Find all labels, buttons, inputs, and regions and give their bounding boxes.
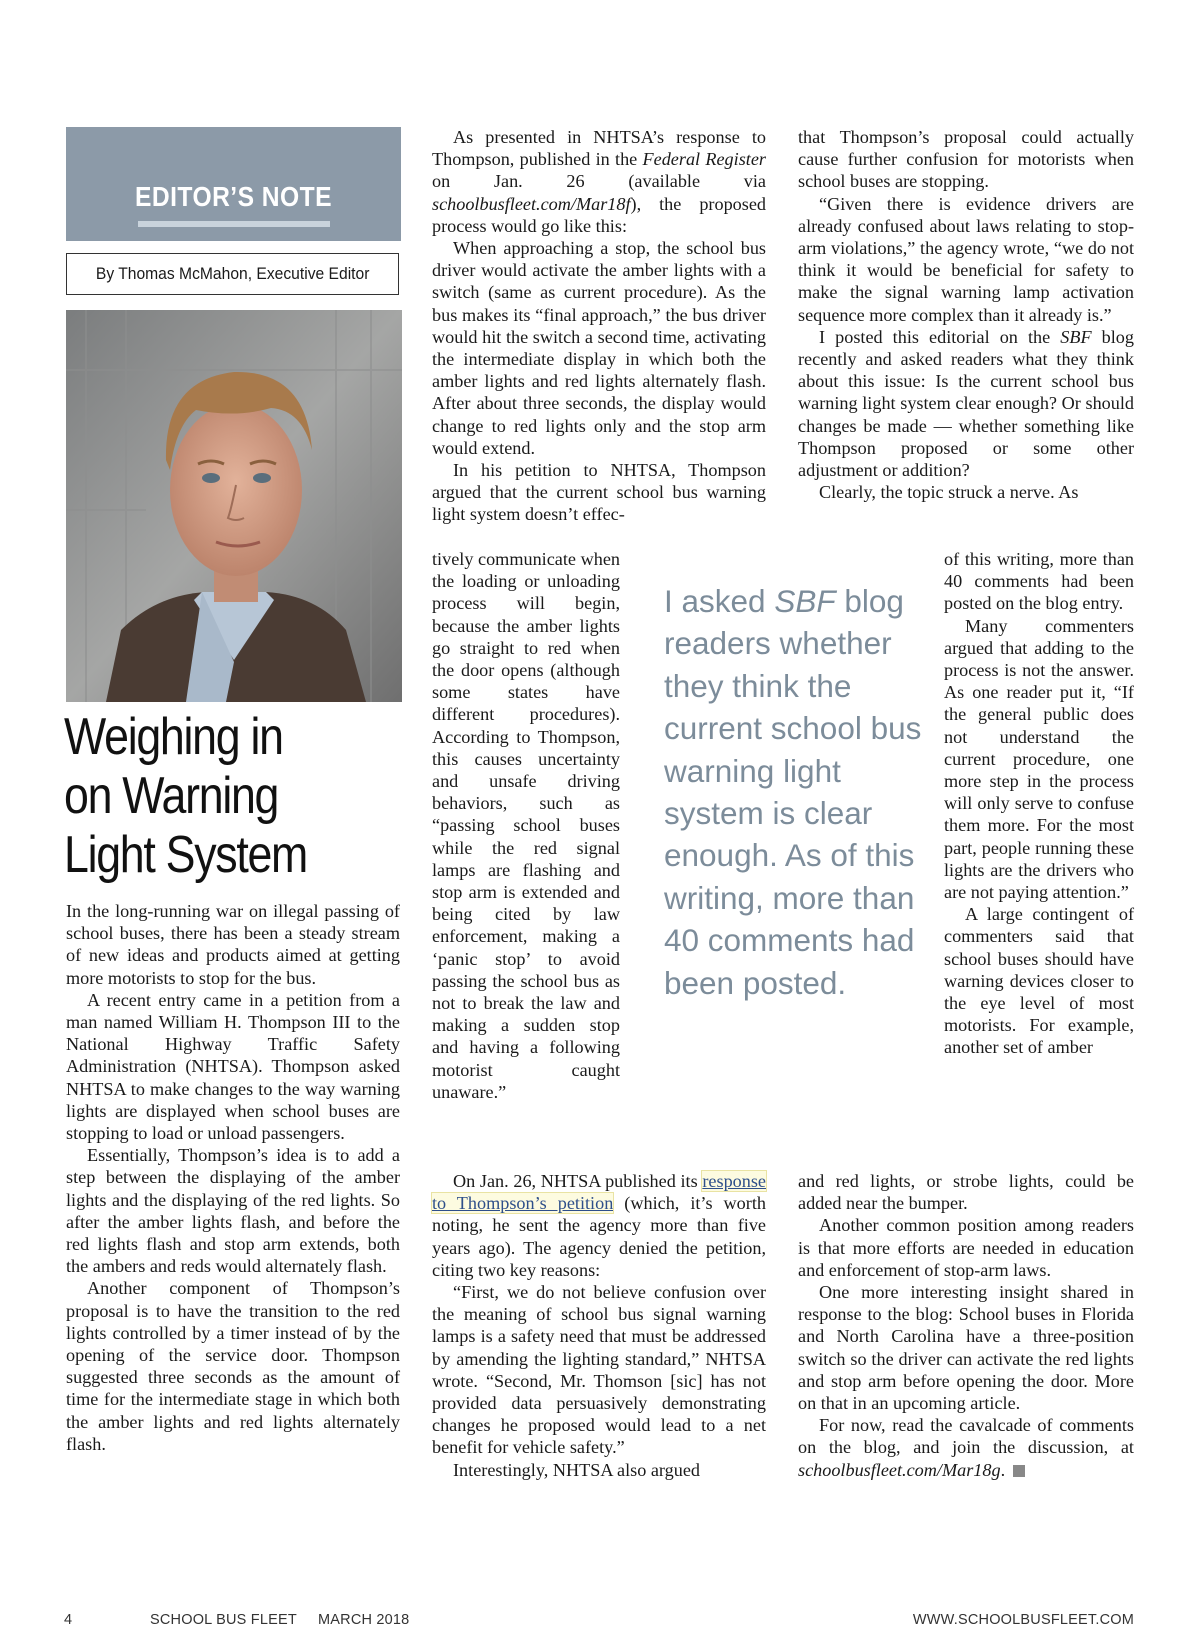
publication-name: SBF xyxy=(1060,326,1092,347)
text-run: ), the proposed process would go like this: xyxy=(432,193,766,236)
pull-quote xyxy=(664,580,924,1004)
body-paragraph: “Given there is evidence drivers are already confused about laws relating to stop-arm violations,” the agency wrote, “we do not think it would be beneficial for safety to make the signal warning lamp activation sequence more complex than it already is.” xyxy=(798,193,1134,325)
text-run: As presented in NHTSA’s response to Thompson, published in the xyxy=(432,127,766,170)
body-column-right-top xyxy=(798,126,1134,503)
author-photo xyxy=(66,310,402,702)
publication-name: Federal Register xyxy=(642,149,766,170)
url-reference: schoolbusfleet.com/Mar18g xyxy=(798,1459,1001,1480)
article-headline xyxy=(64,708,404,885)
body-paragraph: Another component of Thompson’s proposal is to have the transition to the red lights controlled by a timer instead of by the opening of the service door. Thompson suggested three seconds as the amount of time for the intermediate stage in which both the amber lights and red lights alternately flash. xyxy=(66,1278,400,1454)
body-paragraph xyxy=(798,1414,1134,1481)
end-mark-icon xyxy=(1013,1465,1025,1477)
text-run: (which, it’s worth noting, he sent the agency more than five years ago). The agency denied the petition, citing two key reasons: xyxy=(432,1193,766,1280)
body-paragraph xyxy=(432,126,766,237)
body-paragraph: “First, we do not believe confusion over the meaning of school bus signal warning lamps is a safety need that must be addressed by amending the lighting standard,” NHTSA wrote. “Second, Mr. Thomson [sic] has not provided data persuasively demonstrating changes he proposed would lead to a net benefit for vehicle safety.” xyxy=(432,1282,766,1458)
text-run: On Jan. 26, NHTSA published its xyxy=(453,1171,703,1191)
body-paragraph: A large contingent of commenters said that school buses should have warning devices closer to the eye level of most motorists. For example, another set of amber xyxy=(944,904,1134,1058)
body-paragraph: and red lights, or strobe lights, could be added near the bumper. xyxy=(798,1171,1134,1214)
editors-note-title: EDITOR’S NOTE xyxy=(135,181,332,212)
text-run: on Jan. 26 (available via xyxy=(432,171,766,192)
pull-quote-emphasis: SBF xyxy=(774,583,836,619)
body-column-right-bottom xyxy=(798,1170,1134,1481)
body-paragraph: In his petition to NHTSA, Thompson argued that the current school bus warning light system doesn’t effec- xyxy=(432,460,766,525)
body-paragraph: Another common position among readers is that more efforts are needed in education and enforcement of stop-arm laws. xyxy=(798,1215,1134,1280)
body-paragraph xyxy=(432,1170,766,1281)
pull-quote-text: blog readers whether they think the current school bus warning light system is clear enough. As of this writing, more than 40 comments had been posted. xyxy=(664,583,922,1001)
body-column-left xyxy=(66,900,400,1455)
byline xyxy=(66,253,399,295)
url-reference: schoolbusfleet.com/Mar18f xyxy=(432,193,631,214)
body-paragraph: In the long-running war on illegal passing of school buses, there has been a steady stream of new ideas and products aimed at getting more motorists to stop for the bus. xyxy=(66,901,400,988)
body-column-middle-narrow xyxy=(432,548,620,1103)
headline-line-2: on Warning xyxy=(64,767,279,825)
editors-note-underline xyxy=(138,221,330,227)
body-paragraph: Interestingly, NHTSA also argued xyxy=(453,1459,701,1480)
body-paragraph: When approaching a stop, the school bus driver would activate the amber lights with a switch (same as current procedure). As the bus makes its “final approach,” the bus driver would hit the switch a second time, activating the intermediate display in which both the amber lights and red lights alternately flash. After about three seconds, the display would change to red lights only and the stop arm would extend. xyxy=(432,238,766,458)
text-run: For now, read the cavalcade of comments on the blog, and join the discussion, at xyxy=(798,1415,1134,1458)
website-url: WWW.SCHOOLBUSFLEET.COM xyxy=(912,1612,1134,1628)
pull-quote-text: I asked xyxy=(664,583,775,619)
page-number: 4 xyxy=(64,1612,73,1628)
body-paragraph: Clearly, the topic struck a nerve. As xyxy=(819,482,1079,503)
text-run: I posted this editorial on the xyxy=(819,326,1061,347)
body-paragraph: tively communicate when the loading or unloading process will begin, because the amber lights go straight to red when the door opens (although some states have different procedures). According to Thompson, this causes uncertainty and unsafe driving behaviors, such as “passing school buses while the red signal lamps are flashing and stop arm is extended and being cited by law enforcement, making a ‘panic stop’ to avoid passing the school bus as not to break the law and making a sudden stop and having a following motorist caught unaware.” xyxy=(432,549,620,1102)
text-run: blog recently and asked readers what they think about this issue: Is the current school bus warning light system clear enough? Or should changes be made — whether something like Thompson proposed or some other adjustment or addition? xyxy=(798,326,1134,481)
body-paragraph: Essentially, Thompson’s idea is to add a step between the displaying of the amber lights and the displaying of the red lights. So after the amber lights flash, and before the red lights flash and stop arm extends, both the ambers and reds would alternately flash. xyxy=(66,1145,400,1277)
body-paragraph xyxy=(798,326,1134,481)
body-column-right-narrow xyxy=(944,548,1134,1059)
issue-date: MARCH 2018 xyxy=(318,1612,410,1628)
body-paragraph: of this writing, more than 40 comments had been posted on the blog entry. xyxy=(944,549,1134,614)
editors-note-banner xyxy=(66,127,401,241)
text-run: . xyxy=(1000,1459,1006,1480)
byline-text: By Thomas McMahon, Executive Editor xyxy=(95,264,370,283)
headline-line-1: Weighing in xyxy=(64,708,283,766)
magazine-name: SCHOOL BUS FLEET xyxy=(150,1612,297,1628)
body-paragraph: A recent entry came in a petition from a man named William H. Thompson III to the National Highway Traffic Safety Administration (NHTSA). Thompson asked NHTSA to make changes to the way warning lights are displayed when school buses are stopping to load or unload passengers. xyxy=(66,989,400,1144)
petition-response-link[interactable]: response to Thompson’s petition xyxy=(432,1171,766,1214)
headline-line-3: Light System xyxy=(64,826,308,884)
body-paragraph: that Thompson’s proposal could actually cause further confusion for motorists when school buses are stopping. xyxy=(798,127,1134,192)
body-column-middle-bottom xyxy=(432,1170,766,1481)
body-paragraph: One more interesting insight shared in response to the blog: School buses in Florida and North Carolina have a three-position switch so the driver can activate the red lights and stop arm before opening the door. More on that in an upcoming article. xyxy=(798,1282,1134,1414)
body-paragraph: Many commenters argued that adding to the process is not the answer. As one reader put it, “If the general public does not understand the current procedure, one more step in the process will only serve to confuse them more. For the most part, people running these lights are the drivers who are not paying attention.” xyxy=(944,615,1134,903)
body-column-middle-top xyxy=(432,126,766,526)
